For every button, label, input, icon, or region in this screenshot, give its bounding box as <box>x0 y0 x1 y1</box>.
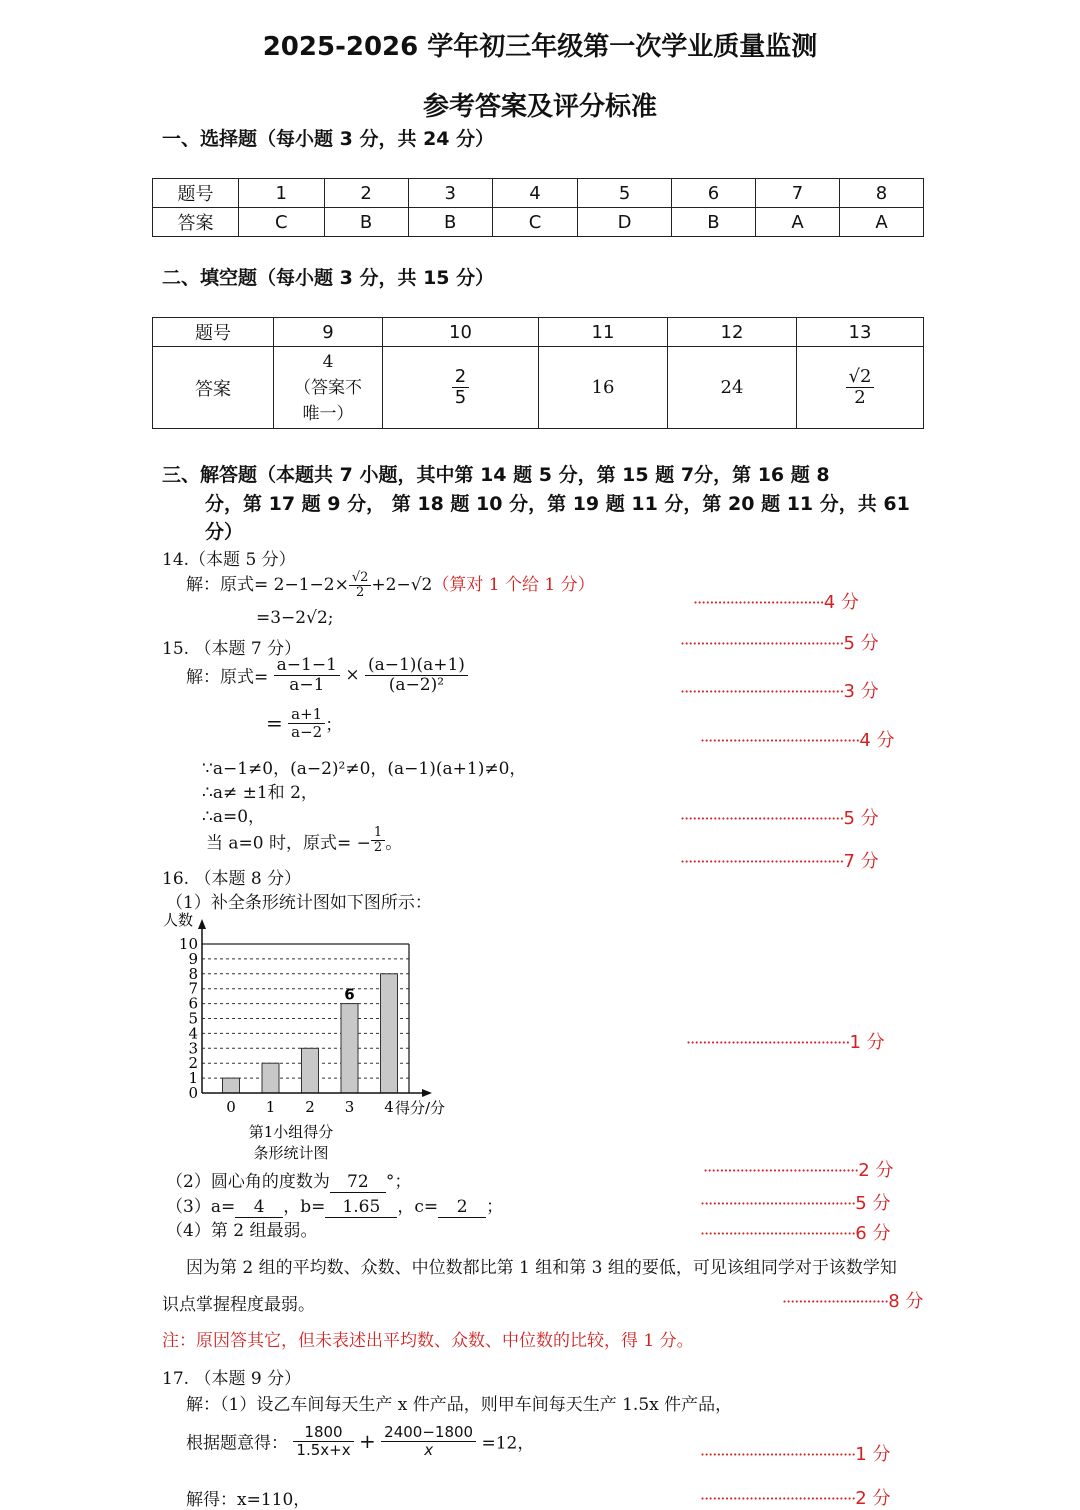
q15-score7 <box>680 847 879 873</box>
dotted-leader: ································ <box>693 593 824 612</box>
q17-f1-den: 1.5x+x <box>296 1440 351 1459</box>
q9-answer-line: 4 <box>322 351 334 372</box>
mc-answer: C <box>239 208 325 237</box>
q17-line3: 解得：x=110， <box>186 1490 311 1510</box>
section1-heading: 一、选择题（每小题 3 分，共 24 分） <box>162 128 495 150</box>
score-label: 6 分 <box>855 1223 891 1244</box>
fb-number: 10 <box>383 318 539 347</box>
q17-line2-post: =12， <box>481 1433 535 1454</box>
q14-line1 <box>186 570 595 600</box>
mc-number: 6 <box>671 179 755 208</box>
multiple-choice-table <box>152 178 924 237</box>
q17-f2-den: x <box>424 1440 434 1459</box>
q15-line2-pre: = <box>266 711 283 735</box>
q17-title: 17. （本题 9 分） <box>162 1369 302 1389</box>
dotted-leader: ······································ <box>700 1445 856 1464</box>
mc-answer: B <box>671 208 755 237</box>
score-label: 7 分 <box>843 851 879 872</box>
q14-line1-post: +2−√2 <box>371 575 433 595</box>
x-tick-label: 2 <box>305 1098 315 1116</box>
mc-number: 7 <box>756 179 840 208</box>
dotted-leader: ········································ <box>680 634 844 653</box>
mc-answer: C <box>492 208 578 237</box>
section3-heading-line1: 三、解答题（本题共 7 小题，其中第 14 题 5 分，第 15 题 7分，第 16 题 8 <box>162 464 830 486</box>
q17-line2-pre: 根据题意得： <box>186 1433 288 1454</box>
q14-line1-pre: 解：原式= 2−1−2× <box>186 575 349 595</box>
q10-denominator: 5 <box>454 387 467 408</box>
y-tick-label: 3 <box>188 1039 198 1058</box>
x-tick-label: 1 <box>265 1098 276 1116</box>
y-tick-label: 10 <box>178 935 198 953</box>
bar <box>381 974 398 1093</box>
dotted-leader: ········································ <box>686 1033 850 1052</box>
row-label-number: 题号 <box>153 179 239 208</box>
q13-numerator: √2 <box>846 367 875 388</box>
bar <box>341 1004 358 1093</box>
section3-heading-line2: 分，第 17 题 9 分， 第 18 题 10 分，第 19 题 11 分，第 20 题 11 分，共 61 <box>205 493 910 515</box>
q9-answer <box>274 347 383 429</box>
fill-blank-table <box>152 317 924 429</box>
q16-score2 <box>703 1156 893 1182</box>
q16-score1 <box>686 1028 885 1054</box>
q16-part3 <box>166 1192 503 1218</box>
score-label: 2 分 <box>855 1488 891 1509</box>
q16-part1: （1）补全条形统计图如下图所示： <box>166 893 432 913</box>
q15-final-num: 1 <box>371 826 385 841</box>
q17-score1 <box>700 1440 890 1466</box>
dotted-leader: ······································ <box>700 1194 856 1213</box>
q12-answer: 24 <box>668 347 797 429</box>
mc-answer: A <box>839 208 923 237</box>
row-label-answer: 答案 <box>153 208 239 237</box>
q15-score4 <box>700 726 895 752</box>
q15-cond1: ∵a−1≠0，(a−2)²≠0，(a−1)(a+1)≠0， <box>202 759 527 779</box>
y-tick-label: 8 <box>188 964 198 983</box>
dotted-leader: ······································· <box>700 731 860 750</box>
bar <box>302 1048 319 1093</box>
q16-part2-pre: （2）圆心角的度数为 <box>166 1172 330 1192</box>
q16-answer-c: 2 <box>438 1197 486 1218</box>
q15-cond3: ∴a=0， <box>202 807 266 827</box>
q15-cond2: ∴a≠ ±1和 2， <box>202 783 318 803</box>
q15-score3 <box>680 677 879 703</box>
y-tick-label: 9 <box>188 949 198 968</box>
dotted-leader: ······································ <box>703 1161 859 1180</box>
q16-part2 <box>166 1167 411 1193</box>
dotted-leader: ······································ <box>700 1224 856 1243</box>
score-label: 3 分 <box>843 681 879 702</box>
y-tick-label: 5 <box>188 1009 198 1028</box>
page-subtitle: 参考答案及评分标准 <box>422 92 657 122</box>
mc-number: 1 <box>239 179 325 208</box>
x-axis-arrow-icon <box>422 1089 432 1097</box>
x-tick-label: 3 <box>344 1098 355 1116</box>
q16-score-reason <box>782 1287 923 1313</box>
plus-sign: + <box>359 1429 376 1453</box>
q13-answer <box>797 347 924 429</box>
q16-note: 注：原因答其它，但未表述出平均数、众数、中位数的比较，得 1 分。 <box>162 1331 694 1351</box>
q14-frac-den: 2 <box>355 585 365 600</box>
q14-score2 <box>680 629 879 655</box>
mc-number: 5 <box>578 179 672 208</box>
bar-data-label: 6 <box>344 985 355 1004</box>
q14-frac-num: √2 <box>349 571 372 586</box>
q15-f1-num: a−1−1 <box>274 656 340 676</box>
fb-number: 11 <box>539 318 668 347</box>
q15-score5 <box>680 804 879 830</box>
q10-numerator: 2 <box>452 367 469 388</box>
q15-f3-num: a+1 <box>288 706 325 724</box>
chart-caption-line2: 条形统计图 <box>253 1144 329 1162</box>
q15-line2-post: ； <box>325 715 343 736</box>
dotted-leader: ······································ <box>700 1489 856 1508</box>
q9-answer-line: （答案不 <box>294 377 362 398</box>
score-label: 4 分 <box>823 592 859 613</box>
mc-number: 4 <box>492 179 578 208</box>
q15-title: 15. （本题 7 分） <box>162 639 302 659</box>
dotted-leader: ········································ <box>680 852 844 871</box>
mc-number: 8 <box>839 179 923 208</box>
q15-line1-pre: 解：原式= <box>186 667 269 688</box>
y-axis-label: 人数 <box>163 911 194 929</box>
q11-answer: 16 <box>539 347 668 429</box>
x-axis-label: 得分/分 <box>395 1099 446 1117</box>
bar <box>223 1078 240 1093</box>
q10-answer <box>383 347 539 429</box>
q15-line2 <box>266 706 342 740</box>
q16-reason-line1: 因为第 2 组的平均数、众数、中位数都比第 1 组和第 3 组的要低，可见该组同学对于该数学知 <box>186 1258 897 1278</box>
bar <box>262 1063 279 1093</box>
mc-number: 3 <box>408 179 492 208</box>
q16-title: 16. （本题 8 分） <box>162 869 302 889</box>
q16-b-pre: ，b= <box>283 1197 326 1217</box>
times-sign: × <box>345 665 360 686</box>
y-axis-arrow-icon <box>198 919 206 929</box>
q16-score4 <box>700 1219 890 1245</box>
score-label: 5 分 <box>855 1193 891 1214</box>
q15-final-pre: 当 a=0 时，原式= − <box>206 833 371 854</box>
q14-score1 <box>693 588 859 614</box>
fb-number: 9 <box>274 318 383 347</box>
q15-f1-den: a−1 <box>289 674 325 695</box>
y-tick-label: 4 <box>188 1024 198 1043</box>
q15-f2-num: (a−1)(a+1) <box>365 656 468 676</box>
q17-line1: 解：（1）设乙车间每天生产 x 件产品，则甲车间每天生产 1.5x 件产品， <box>186 1395 733 1415</box>
mc-number: 2 <box>324 179 408 208</box>
score-label: 1 分 <box>855 1444 891 1465</box>
section3-heading-line3: 分） <box>205 521 244 543</box>
score-label: 4 分 <box>859 730 895 751</box>
q15-line1 <box>186 656 468 694</box>
chart-caption-line1: 第1小组得分 <box>248 1123 334 1141</box>
score-label: 8 分 <box>888 1291 924 1312</box>
bar-chart <box>155 905 465 1165</box>
q17-score2 <box>700 1484 890 1510</box>
dotted-leader: ········································ <box>680 809 844 828</box>
y-tick-label: 1 <box>188 1069 198 1088</box>
row-label-number: 题号 <box>153 318 274 347</box>
mc-answer: B <box>324 208 408 237</box>
mc-answer: B <box>408 208 492 237</box>
q16-part3-end: ； <box>486 1197 504 1217</box>
q13-denominator: 2 <box>854 387 866 408</box>
mc-answer: A <box>756 208 840 237</box>
x-tick-label: 4 <box>384 1098 394 1116</box>
y-tick-label: 0 <box>188 1084 198 1102</box>
score-label: 2 分 <box>858 1160 894 1181</box>
q16-a-pre: （3）a= <box>166 1197 236 1217</box>
q9-answer-line: 唯一） <box>302 403 354 424</box>
q17-line2 <box>186 1424 534 1458</box>
q17-f2-num: 2400−1800 <box>381 1424 476 1442</box>
row-label-answer: 答案 <box>153 347 274 429</box>
fb-number: 12 <box>668 318 797 347</box>
q16-answer-b: 1.65 <box>325 1197 397 1218</box>
q16-part4: （4）第 2 组最弱。 <box>166 1221 318 1241</box>
dotted-leader: ·························· <box>782 1292 889 1311</box>
q16-score3 <box>700 1189 890 1215</box>
q16-part2-post: °； <box>385 1172 412 1192</box>
q14-title: 14.（本题 5 分） <box>162 550 296 570</box>
q15-f3-den: a−2 <box>291 722 323 741</box>
score-label: 5 分 <box>843 808 879 829</box>
score-label: 1 分 <box>849 1032 885 1053</box>
q15-final-post: 。 <box>385 833 403 854</box>
q15-final <box>206 826 402 856</box>
q14-line2: =3−2√2; <box>256 608 334 628</box>
page-title: 2025-2026 学年初三年级第一次学业质量监测 <box>262 32 818 62</box>
q16-answer-angle: 72 <box>330 1172 386 1193</box>
score-label: 5 分 <box>843 633 879 654</box>
q14-note: （算对 1 个给 1 分） <box>432 575 595 595</box>
fb-number: 13 <box>797 318 924 347</box>
y-tick-label: 6 <box>188 994 198 1013</box>
y-tick-label: 7 <box>188 979 198 998</box>
q16-reason-line2: 识点掌握程度最弱。 <box>162 1295 315 1315</box>
section2-heading: 二、填空题（每小题 3 分，共 15 分） <box>162 267 495 289</box>
q15-f2-den: (a−2)² <box>388 674 445 695</box>
dotted-leader: ········································ <box>680 682 844 701</box>
q15-final-den: 2 <box>373 840 383 856</box>
q17-f1-num: 1800 <box>293 1424 353 1442</box>
q16-c-pre: ，c= <box>397 1197 439 1217</box>
q16-answer-a: 4 <box>235 1197 283 1218</box>
mc-answer: D <box>578 208 672 237</box>
x-tick-label: 0 <box>226 1098 236 1116</box>
y-tick-label: 2 <box>188 1054 198 1073</box>
